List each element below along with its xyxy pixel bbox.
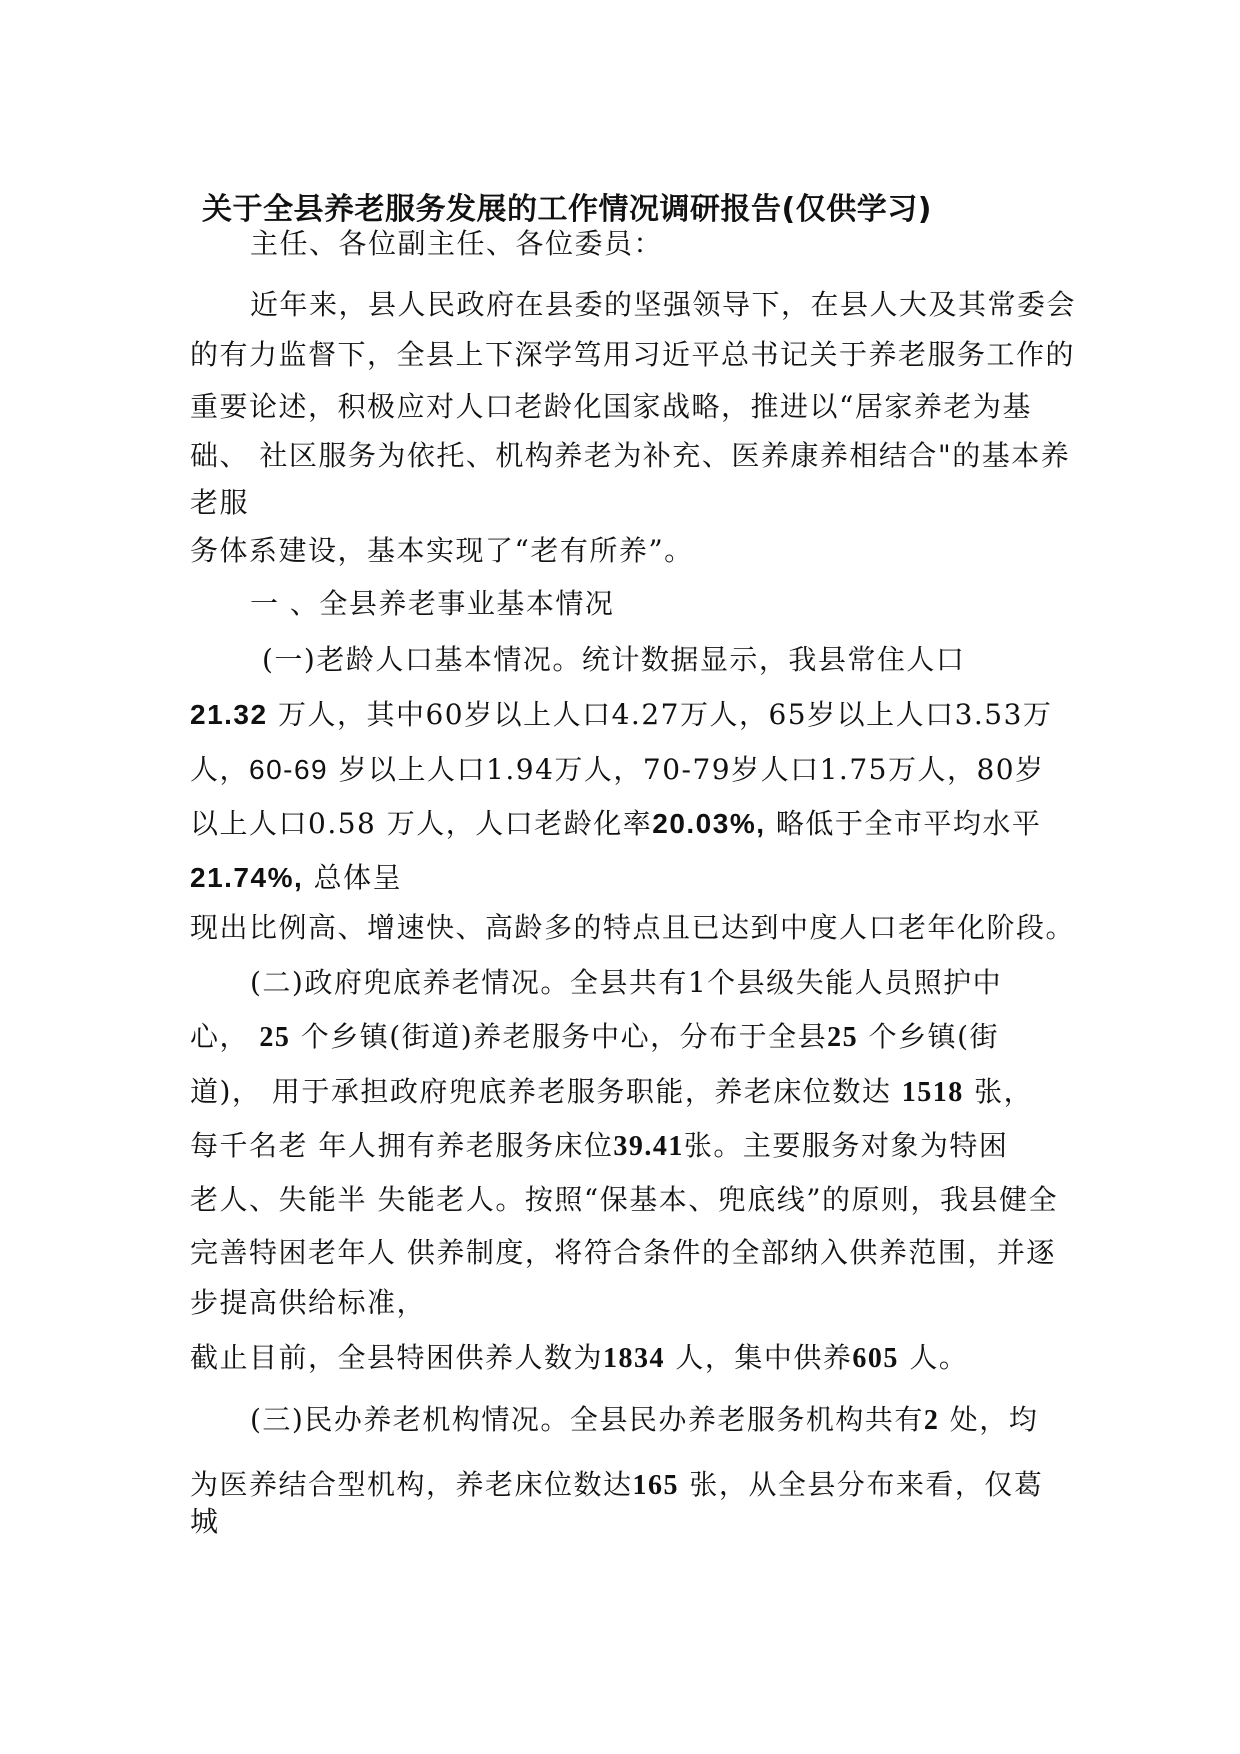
part2-line-5: 老人、失能半 失能老人。按照“保基本、兜底线”的原则，我县健全 <box>190 1183 1059 1216</box>
population-total: 21.32 <box>190 699 268 730</box>
part1-line-3: 人，60-69 岁以上人口1.94万人，70-79岁人口1.75万人，80岁 <box>190 753 1045 786</box>
intro-line-5: 老服 <box>190 486 250 519</box>
part2-line-4: 每千名老 年人拥有养老服务床位39.41张。主要服务对象为特困 <box>190 1129 1009 1162</box>
intro-line-1: 近年来，县人民政府在县委的坚强领导下，在县人大及其常委会 <box>250 288 1077 321</box>
part2-line-6: 完善特困老年人 供养制度，将符合条件的全部纳入供养范围，并逐 <box>190 1236 1056 1269</box>
city-average-rate: 21.74%, <box>190 862 304 893</box>
bed-count: 1518 <box>901 1077 964 1108</box>
part1-line-1: (一)老龄人口基本情况。统计数据显示，我县常住人口 <box>262 643 966 676</box>
part1-line-6: 现出比例高、增速快、高龄多的特点且已达到中度人口老年化阶段。 <box>190 911 1076 944</box>
intro-line-4: 础、 社区服务为依托、机构养老为补充、医养康养相结合"的基本养 <box>190 439 1071 472</box>
part2-line-3: 道)， 用于承担政府兜底养老服务职能，养老床位数达 1518 张， <box>190 1075 1034 1108</box>
part3-line-3: 城 <box>190 1505 220 1538</box>
part3-line-1: (三)民办养老机构情况。全县民办养老服务机构共有2 处，均 <box>250 1403 1039 1436</box>
section-heading-1: 一 、全县养老事业基本情况 <box>250 587 615 620</box>
part2-line-2: 心， 25 个乡镇(街道)养老服务中心，分布于全县25 个乡镇(街 <box>190 1020 999 1053</box>
part1-line-2: 21.32 万人，其中60岁以上人口4.27万人，65岁以上人口3.53万 <box>190 698 1053 731</box>
part2-line-8: 截止目前，全县特困供养人数为1834 人，集中供养605 人。 <box>190 1341 969 1374</box>
part3-line-2: 为医养结合型机构，养老床位数达165 张，从全县分布来看，仅葛 <box>190 1468 1044 1501</box>
part1-line-5: 21.74%, 总体呈 <box>190 861 403 894</box>
part1-line-4: 以上人口0.58 万人，人口老龄化率20.03%, 略低于全市平均水平 <box>190 807 1042 840</box>
salutation: 主任、各位副主任、各位委员： <box>250 227 664 260</box>
document-title: 关于全县养老服务发展的工作情况调研报告(仅供学习) <box>202 192 932 227</box>
age-range-60-69: 60-69 <box>249 754 329 785</box>
aging-rate: 20.03%, <box>652 808 766 839</box>
part2-line-7: 步提高供给标准， <box>190 1286 427 1319</box>
intro-line-6: 务体系建设，基本实现了“老有所养”。 <box>190 534 694 567</box>
part2-line-1: (二)政府兜底养老情况。全县共有1个县级失能人员照护中 <box>250 966 1003 999</box>
intro-line-2: 的有力监督下，全县上下深学笃用习近平总书记关于养老服务工作的 <box>190 338 1076 371</box>
intro-line-3: 重要论述，积极应对人口老龄化国家战略，推进以“居家养老为基 <box>190 390 1032 423</box>
